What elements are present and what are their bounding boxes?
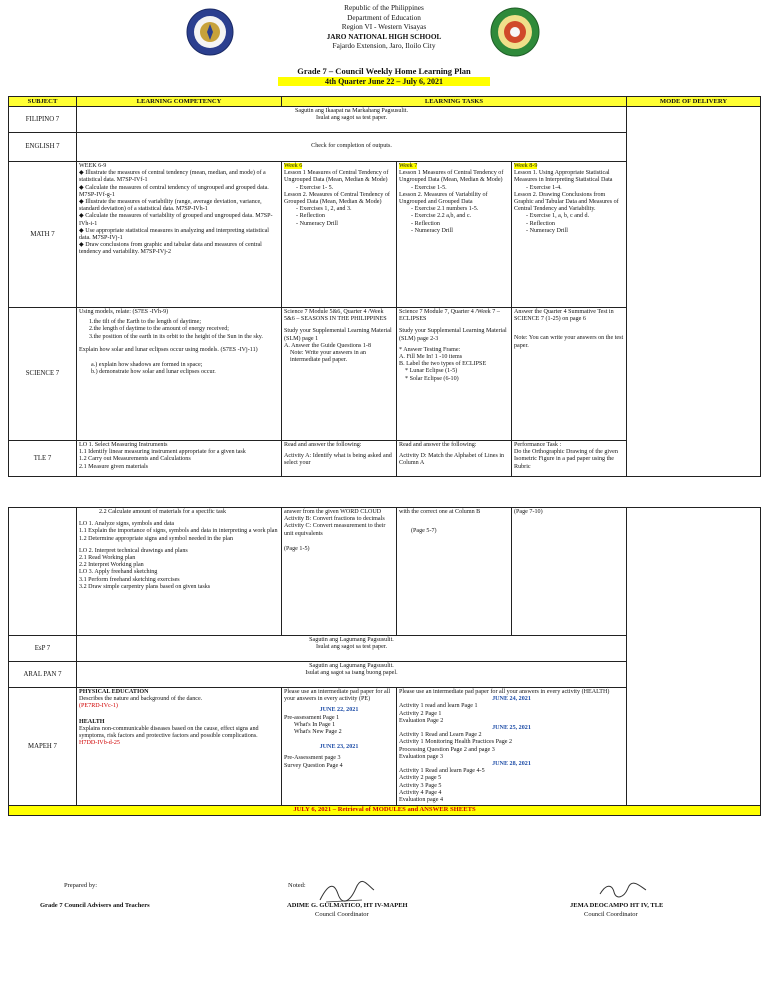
learning-plan-table-continued: [8, 507, 761, 816]
math-week8-9: [512, 162, 627, 308]
competency-text: 3.2 Draw simple carpentry plans based on given tasks: [79, 583, 211, 590]
letterhead: [0, 3, 768, 51]
mapeh-health-tasks: [397, 688, 627, 806]
col-header-competency: LEARNING COMPETENCY: [77, 97, 282, 107]
lesson-text: Lesson 1 Measures of Central Tendency of Ungrouped Data (Mean, Median & Mode): [284, 170, 389, 184]
task-text: Evaluation page 3: [399, 753, 443, 760]
competency-item: ◆ Use appropriate statistical measures in analyzing and interpreting statistical data. M7SP-IVj-1: [79, 227, 269, 242]
competency-code: H7DD-IVb-d-25: [79, 740, 120, 747]
task-line: Sagutin ang Ikaapat na Markahang Pagsusulit.: [294, 108, 409, 114]
subject-mapeh: MAPEH 7: [9, 688, 77, 806]
competency-text: 1.the tilt of the Earth to the length of daytime;: [89, 319, 202, 326]
subject-english: ENGLISH 7: [9, 133, 77, 162]
competency-code: (PE7RD-IVc-1): [79, 703, 118, 710]
task-text: Science 7 Module 7, Quarter 4 /Week 7 – ECLIPSES: [399, 309, 500, 323]
lesson-item-text: Exercise 2.1 numbers 1-5.: [414, 206, 479, 213]
lesson-item-text: Reflection: [414, 220, 440, 227]
lesson-item-text: Exercise 2.2 a,b, and c.: [414, 213, 472, 220]
letterhead-line: Fajardo Extension, Jaro, Iloilo City: [332, 41, 436, 51]
competency-text: 2.1 Read Working plan: [79, 555, 136, 562]
lesson-item: - Numeracy Drill: [296, 220, 338, 227]
lesson-item: - Reflection: [526, 220, 555, 227]
task-text: Activity 3 Page 5: [399, 782, 442, 789]
task-text: What's In Page 1: [294, 721, 336, 728]
coordinator-name: JEMA DEOCAMPO HT IV, TLE: [570, 902, 664, 909]
week-label: Week 8-9: [514, 163, 538, 169]
week-label: Week 7: [399, 163, 418, 169]
science-task-2: [397, 308, 512, 441]
col-header-delivery: MODE OF DELIVERY: [627, 97, 761, 107]
competency-text: Illustrate the measures of central tendency (mean, median, and mode) of a statistical data. M7SP-IVf-1: [79, 170, 266, 184]
math-week7: [397, 162, 512, 308]
lesson-item-text: Reflection: [529, 220, 555, 227]
task-text: Evaluation Page 2: [399, 717, 444, 724]
competency-text: LO 2. Interpret technical drawings and plans: [79, 547, 188, 554]
competency-text: 3.the position of the earth in its orbit to the height of the Sun in the sky.: [89, 333, 263, 340]
letterhead-line: Region VI - Western Visayas: [341, 22, 427, 32]
competency-text: 2.the length of daytime to the amount of energy received;: [89, 326, 229, 333]
math-competencies: [77, 162, 282, 308]
lesson-item: - Numeracy Drill: [526, 227, 568, 234]
task-text: Study your Supplemental Learning Material (SLM) page 1: [284, 328, 392, 342]
lesson-item: - Exercise 1-4.: [526, 184, 562, 191]
week-label: Week 6: [284, 163, 303, 169]
task-text: answer from the given WORD CLOUD: [284, 509, 382, 515]
subject-aral-pan: ARAL PAN 7: [9, 662, 77, 688]
task-text: * Lunar Eclipse (1-5): [405, 368, 458, 375]
section-heading: PHYSICAL EDUCATION: [79, 689, 149, 695]
date-label: JUNE 28, 2021: [492, 761, 531, 768]
competency-text: Describes the nature and background of the dance.: [79, 696, 203, 703]
date-label: JUNE 23, 2021: [319, 744, 359, 751]
lesson-item-text: Exercises 1, 2, and 3.: [299, 206, 352, 213]
competency-text: Draw conclusions from graphic and tabular data and measures of central tendency and variability. M7SP-IVj-2: [79, 242, 262, 256]
date-label: JUNE 24, 2021: [492, 696, 531, 703]
competency-text: LO 1. Select Measuring Instruments: [79, 442, 168, 448]
lesson-item-text: Exercise 1, a, b, c and d.: [529, 213, 590, 220]
science-task-1: [282, 308, 397, 441]
lesson-item: - Exercise 2.1 numbers 1-5.: [411, 206, 479, 213]
task-text: (Page 7-10): [514, 509, 543, 515]
lesson-item-text: Reflection: [299, 213, 325, 220]
task-text: A. Answer the Guide Questions 1-8: [284, 342, 371, 349]
noted-name: ADIME G. GULMATICO, HT IV-MAPEH: [287, 902, 408, 909]
english-task: Check for completion of outputs.: [77, 133, 627, 162]
tle-competencies-continued: [77, 508, 282, 636]
task-text: Please use an intermediate pad paper for all your answers in every activity (HEALTH): [399, 689, 610, 695]
prepared-label: Prepared by:: [64, 882, 98, 889]
task-text: Note: You can write your answers on the test paper.: [514, 335, 624, 349]
competency-text: Use appropriate statistical measures in analyzing and interpreting statistical data. M7SP-IVj-1: [79, 227, 269, 242]
competency-text: 1.1 Identify linear measuring instrument appropriate for a given task: [79, 449, 246, 456]
quarter-dates: 4th Quarter June 22 – July 6, 2021: [278, 77, 490, 86]
task-text: Activity C: Convert measurement to their unit equivalents: [284, 523, 386, 537]
competency-text: Illustrate the measures of variability (range, average deviation, variance, standard deviation) of a statistical data. M7SP-IVh-1: [79, 199, 262, 213]
task-text: Note: Write your answers in an intermediate pad paper.: [290, 350, 366, 364]
competency-text: LO 3. Apply freehand sketching: [79, 569, 158, 576]
esp-task: [77, 636, 627, 662]
tle-task-3: [512, 441, 627, 477]
competency-text: Explain how solar and lunar eclipses occur using models. (S7ES -IVj-11): [79, 346, 258, 353]
competency-item: ◆ Illustrate the measures of central tendency (mean, median, and mode) of a statistical data. M7SP-IVf-1: [79, 170, 266, 184]
tle-task-3-continued: [512, 508, 627, 636]
math-week-label: WEEK 6-9: [79, 163, 107, 169]
task-text: * Answer Testing Frame:: [399, 346, 461, 353]
task-text: B. Label the two types of ECLIPSE: [399, 361, 487, 368]
tle-task-2-continued: [397, 508, 512, 636]
lesson-item: - Exercise 1, a, b, c and d.: [526, 213, 590, 220]
task-line: Sagutin ang Lagumang Pagsusulit.: [309, 663, 394, 669]
delivery-cell: [627, 107, 761, 477]
task-text: Activity 1 Monitoring Health Practices Page 2: [399, 739, 513, 746]
task-text: Survey Question Page 4: [284, 762, 343, 769]
competency-item: ◆ Calculate the measures of variability of grouped and ungrouped data. M7SP-IVh-i-1: [79, 213, 273, 227]
subject-science: SCIENCE 7: [9, 308, 77, 441]
task-line: Isulat ang sagot sa isang buong papel.: [305, 670, 398, 677]
competency-text: 1.2 Carry out Measurements and Calculations: [79, 456, 191, 463]
tle-subject-continued: [9, 508, 77, 636]
mapeh-competencies: [77, 688, 282, 806]
task-text: Science 7 Module 5&6, Quarter 4 /Week 5&6 – SEASONS IN THE PHILIPPINES: [284, 309, 387, 323]
competency-text: a.) explain how shadows are formed in space;: [91, 362, 203, 369]
math-week6: [282, 162, 397, 308]
task-text: Pre-Assessment page 3: [284, 755, 341, 762]
competency-text: b.) demonstrate how solar and lunar eclipses occur.: [91, 369, 216, 376]
competency-item: ◆ Draw conclusions from graphic and tabular data and measures of central tendency and variability. M7SP-IVj-2: [79, 242, 262, 256]
lesson-item: - Reflection: [411, 220, 440, 227]
competency-text: 2.2 Interpret Working plan: [79, 562, 144, 569]
task-text: Read and answer the following:: [399, 442, 477, 448]
lesson-item-text: Exercise 1- 5.: [299, 184, 334, 191]
task-text: Study your Supplemental Learning Material (SLM) page 2-3: [399, 328, 507, 342]
noted-label: Noted:: [288, 882, 306, 889]
letterhead-line: JARO NATIONAL HIGH SCHOOL: [326, 31, 442, 41]
competency-text: 1.1 Explain the importance of signs, symbols and data in interpreting a work plan: [79, 528, 278, 535]
tle-task-2: [397, 441, 512, 477]
task-text: Activity 1 read and learn Page 1: [399, 703, 478, 710]
task-text: Activity D: Match the Alphabet of Lines in Column A: [399, 453, 505, 467]
tle-competencies: [77, 441, 282, 477]
competency-item: ◆ Calculate the measures of central tendency of ungrouped and grouped data. M7SP-IVf-g-1: [79, 184, 269, 198]
letterhead-line: Department of Education: [347, 12, 421, 22]
delivery-cell-continued: [627, 508, 761, 806]
col-header-subject: SUBJECT: [9, 97, 77, 107]
task-text: Evaluation page 4: [399, 797, 443, 804]
task-text: Activity 4 Page 4: [399, 789, 442, 796]
competency-text: Calculate the measures of central tendency of ungrouped and grouped data. M7SP-IVf-g-1: [79, 184, 269, 198]
lesson-text: Lesson 2. Measures of Central Tendency of Grouped Data (Mean, Median & Mode): [284, 191, 390, 206]
subject-tle: TLE 7: [9, 441, 77, 477]
task-text: Activity 1 Read and Learn Page 2: [399, 732, 482, 739]
task-text: Activity 1 Read and learn Page 4-5: [399, 768, 485, 775]
lesson-item: - Reflection: [296, 213, 325, 220]
task-text: Activity 2 Page 1: [399, 710, 442, 717]
task-text: Do the Orthographic Drawing of the given Isometric Figure in a pad paper using the Rubric: [514, 449, 618, 470]
filipino-task: [77, 107, 627, 133]
task-text: A. Fill Me In! 1 -10 items: [399, 354, 463, 361]
task-line: Isulat ang sagot sa test paper.: [315, 115, 388, 122]
task-text: * Solar Eclipse (6-10): [405, 375, 459, 382]
task-text: Please use an intermediate pad paper for all your answers in every activity (PE): [284, 689, 391, 703]
task-text: with the correct one at Column B: [399, 509, 481, 515]
task-line: Isulat ang sagot sa test paper.: [315, 644, 388, 651]
task-text: What's New Page 2: [294, 729, 342, 736]
lesson-item-text: Exercise 1-4.: [529, 184, 562, 191]
coordinator-role: Council Coordinator: [584, 911, 638, 918]
task-text: (Page 5-7): [411, 528, 437, 535]
competency-text: 2.1 Measure given materials: [79, 463, 149, 470]
lesson-item-text: Numeracy Drill: [529, 227, 568, 234]
task-text: Activity 2 page 5: [399, 775, 442, 782]
lesson-item: - Exercises 1, 2, and 3.: [296, 206, 352, 213]
competency-text: Calculate the measures of variability of grouped and ungrouped data. M7SP-IVh-i-1: [79, 213, 273, 227]
tle-task-1: [282, 441, 397, 477]
section-heading: HEALTH: [79, 718, 105, 725]
competency-text: 3.1 Perform freehand sketching exercises: [79, 576, 180, 583]
lesson-item: - Exercise 1-5.: [411, 184, 447, 191]
date-label: JUNE 22, 2021: [319, 707, 359, 714]
lesson-item-text: Numeracy Drill: [414, 227, 453, 234]
letterhead-line: Republic of the Philippines: [344, 3, 424, 12]
col-header-tasks: LEARNING TASKS: [282, 97, 627, 107]
noted-role: Council Coordinator: [315, 911, 369, 918]
lesson-text: Lesson 2. Drawing Conclusions from Graphic and Tabular Data and Measures of Central Tendency and Variability.: [514, 191, 619, 213]
prepared-name: Grade 7 Council Advisers and Teachers: [40, 902, 150, 909]
task-text: Performance Task :: [514, 442, 562, 448]
task-text: Pre-assessment Page 1: [284, 714, 340, 721]
retrieval-band: JULY 6, 2021 – Retrieval of MODULES and ANSWER SHEETS: [9, 806, 761, 816]
competency-text: LO 1. Analyze signs, symbols and data: [79, 521, 175, 528]
ap-task: [77, 662, 627, 688]
task-text: (Page 1-5): [284, 545, 310, 552]
competency-item: ◆ Illustrate the measures of variability (range, average deviation, variance, standard deviation) of a statistical data. M7SP-IVh-1: [79, 199, 262, 213]
task-text: Processing Question Page 2 and page 3: [399, 746, 495, 753]
lesson-text: Lesson 1 Measures of Central Tendency of Ungrouped Data (Mean, Median & Mode): [399, 170, 504, 184]
tle-task-1-continued: [282, 508, 397, 636]
task-line: Sagutin ang Lagumang Pagsusulit.: [309, 637, 394, 643]
lesson-item-text: Exercise 1-5.: [414, 184, 447, 191]
subject-filipino: FILIPINO 7: [9, 107, 77, 133]
lesson-item: - Exercise 1- 5.: [296, 184, 334, 191]
date-label: JUNE 25, 2021: [492, 725, 531, 732]
lesson-item: - Exercise 2.2 a,b, and c.: [411, 213, 472, 220]
lesson-item-text: Numeracy Drill: [299, 220, 338, 227]
science-competencies: [77, 308, 282, 441]
subject-math: MATH 7: [9, 162, 77, 308]
task-text: Read and answer the following:: [284, 442, 362, 448]
lesson-item: - Numeracy Drill: [411, 227, 453, 234]
page-title: Grade 7 – Council Weekly Home Learning Plan: [297, 66, 471, 76]
competency-text: 2.2 Calculate amount of materials for a specific task: [99, 509, 227, 515]
lesson-text: Lesson 1. Using Appropriate Statistical Measures in Interpreting Statistical Data: [514, 170, 613, 184]
competency-text: Explains non-communicable diseases based on the cause, effect signs and symptoms, risk factors and protective factors and possible complications.: [79, 725, 259, 740]
task-text: Activity A: Identify what is being asked and select your: [284, 453, 392, 467]
learning-plan-table: [8, 96, 761, 477]
subject-esp: EsP 7: [9, 636, 77, 662]
lesson-text: Lesson 2. Measures of Variability of Ungrouped and Grouped Data: [399, 191, 488, 206]
task-text: Activity B: Convert fractions to decimals: [284, 516, 385, 523]
task-text: Answer the Quarter 4 Summative Test in SCIENCE 7 (1-25) on page 6: [514, 309, 614, 323]
science-task-3: [512, 308, 627, 441]
competency-text: Using models, relate: (S7ES -IVh-9): [79, 309, 169, 315]
mapeh-pe-tasks: [282, 688, 397, 806]
competency-text: 1.2 Determine appropriate signs and symbol needed in the plan: [79, 535, 233, 542]
